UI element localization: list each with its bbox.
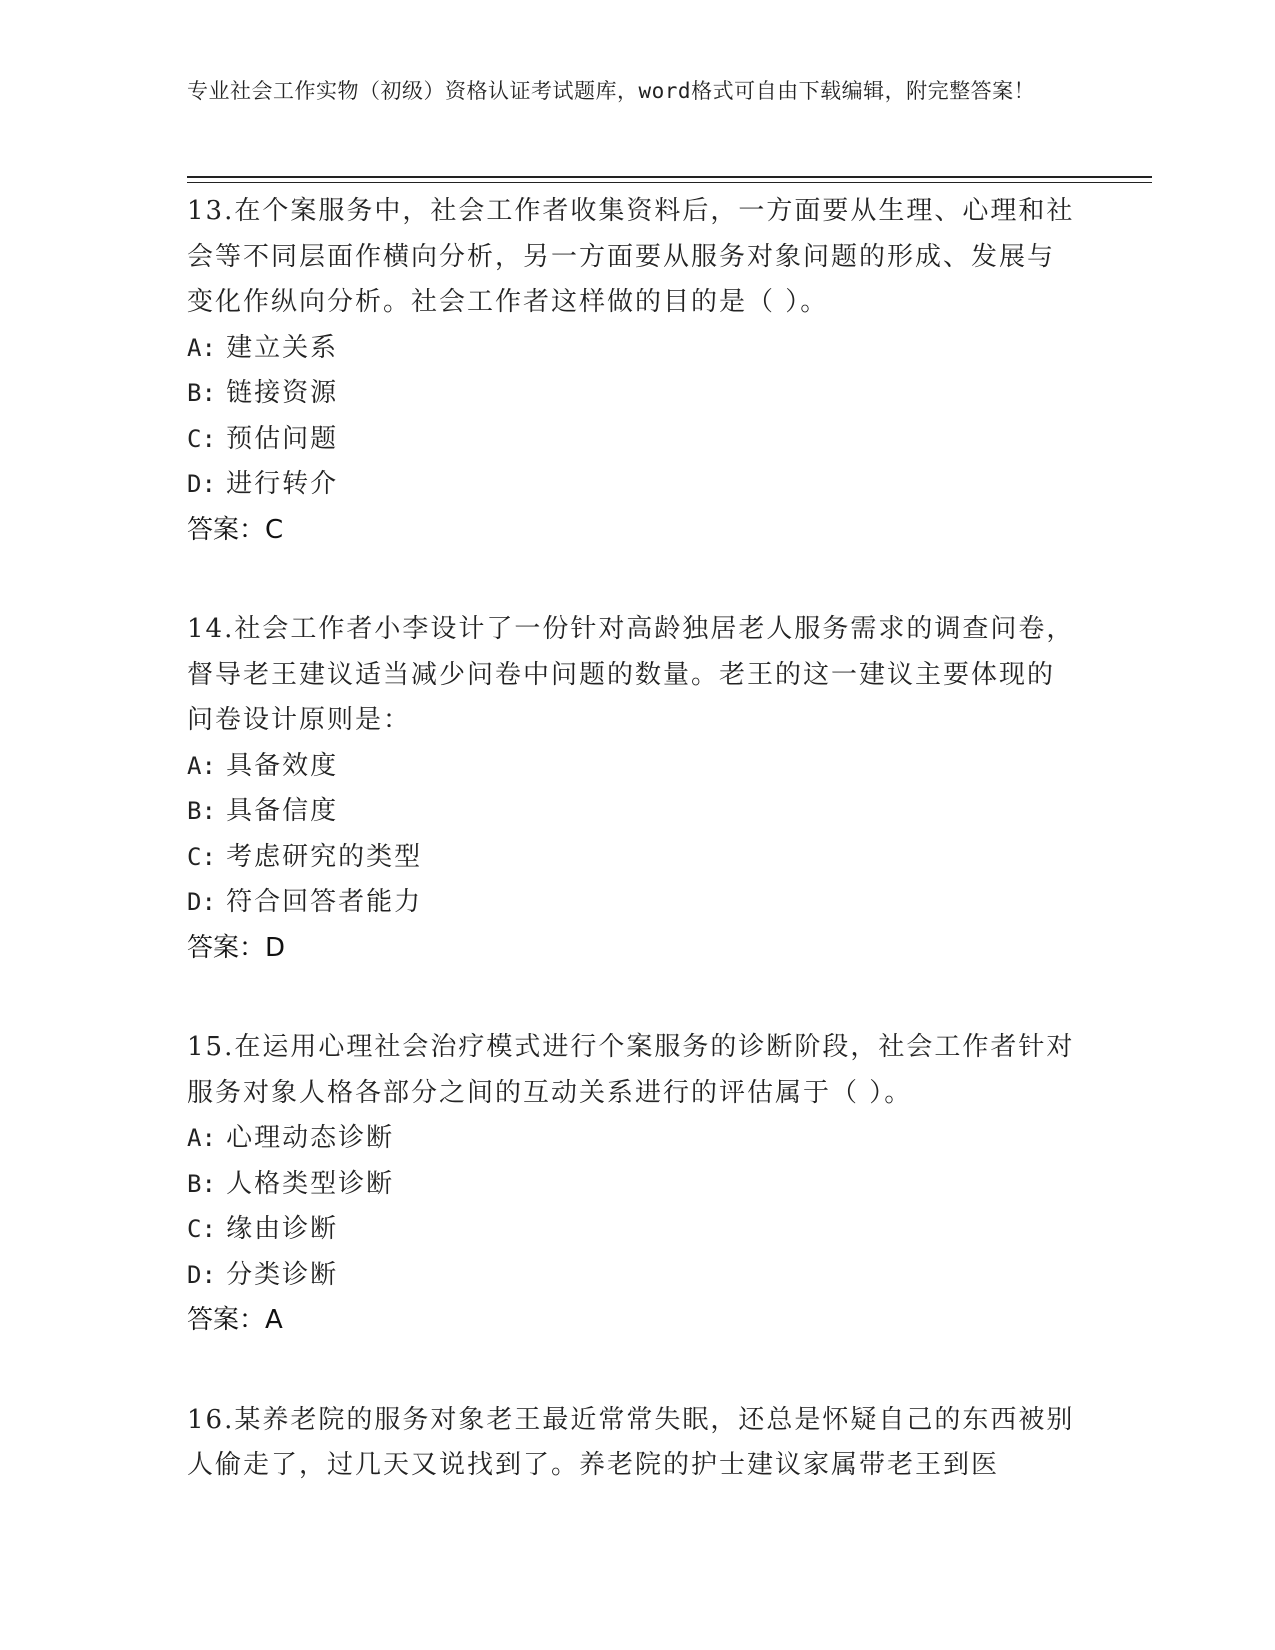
option-a — [187, 744, 1077, 790]
option-b — [187, 789, 1077, 835]
option-a — [187, 326, 1077, 372]
option-letter: A: — [187, 333, 216, 362]
option-text: 具备效度 — [226, 750, 339, 781]
question-list — [187, 189, 1077, 1543]
option-text: 分类诊断 — [226, 1259, 339, 1290]
option-text: 建立关系 — [226, 332, 339, 363]
question-stem: 15.在运用心理社会治疗模式进行个案服务的诊断阶段，社会工作者针对服务对象人格各部分之间的互动关系进行的评估属于（ ）。 — [187, 1032, 1075, 1108]
option-c — [187, 417, 1077, 463]
header-divider-thick — [187, 176, 1152, 178]
option-text: 考虑研究的类型 — [226, 841, 423, 872]
question-stem: 13.在个案服务中，社会工作者收集资料后，一方面要从生理、心理和社会等不同层面作横向分析，另一方面要从服务对象问题的形成、发展与变化作纵向分析。社会工作者这样做的目的是（ ）。 — [187, 196, 1075, 317]
option-text: 缘由诊断 — [226, 1214, 339, 1244]
option-letter: C: — [187, 842, 216, 871]
option-text: 预估问题 — [226, 423, 339, 454]
option-text: 符合回答者能力 — [226, 887, 423, 917]
option-letter: B: — [187, 797, 216, 825]
question-15 — [187, 1025, 1077, 1344]
option-b — [187, 371, 1077, 417]
answer-label: 答案：C — [187, 514, 284, 545]
option-text: 进行转介 — [226, 469, 339, 499]
option-letter: A: — [187, 751, 216, 780]
option-letter: D: — [187, 888, 216, 916]
option-letter: D: — [187, 470, 216, 498]
option-c — [187, 1207, 1077, 1253]
header-divider-thin — [187, 182, 1152, 183]
option-d — [187, 1253, 1077, 1299]
answer-label: 答案：D — [187, 932, 286, 963]
question-stem: 14.社会工作者小李设计了一份针对高龄独居老人服务需求的调查问卷，督导老王建议适当减少问卷中问题的数量。老王的这一建议主要体现的问卷设计原则是： — [187, 614, 1075, 735]
option-letter: A: — [187, 1124, 216, 1152]
option-letter: C: — [187, 424, 216, 453]
answer-label: 答案：A — [187, 1305, 283, 1335]
option-d — [187, 462, 1077, 508]
option-letter: D: — [187, 1260, 216, 1289]
option-letter: B: — [187, 1169, 216, 1198]
option-b — [187, 1162, 1077, 1208]
option-letter: B: — [187, 379, 216, 407]
question-14 — [187, 607, 1077, 971]
option-a — [187, 1116, 1077, 1162]
option-c — [187, 835, 1077, 881]
question-13 — [187, 189, 1077, 553]
option-letter: C: — [187, 1215, 216, 1243]
option-d — [187, 880, 1077, 926]
option-text: 人格类型诊断 — [226, 1168, 395, 1199]
option-text: 心理动态诊断 — [226, 1123, 395, 1153]
question-16 — [187, 1398, 1077, 1489]
document-header-intro: 专业社会工作实物（初级）资格认证考试题库，word格式可自由下载编辑，附完整答案！ — [187, 79, 1036, 103]
option-text: 链接资源 — [226, 378, 339, 408]
option-text: 具备信度 — [226, 796, 339, 826]
question-stem: 16.某养老院的服务对象老王最近常常失眠，还总是怀疑自己的东西被别人偷走了，过几天又说找到了。养老院的护士建议家属带老王到医 — [187, 1404, 1075, 1480]
